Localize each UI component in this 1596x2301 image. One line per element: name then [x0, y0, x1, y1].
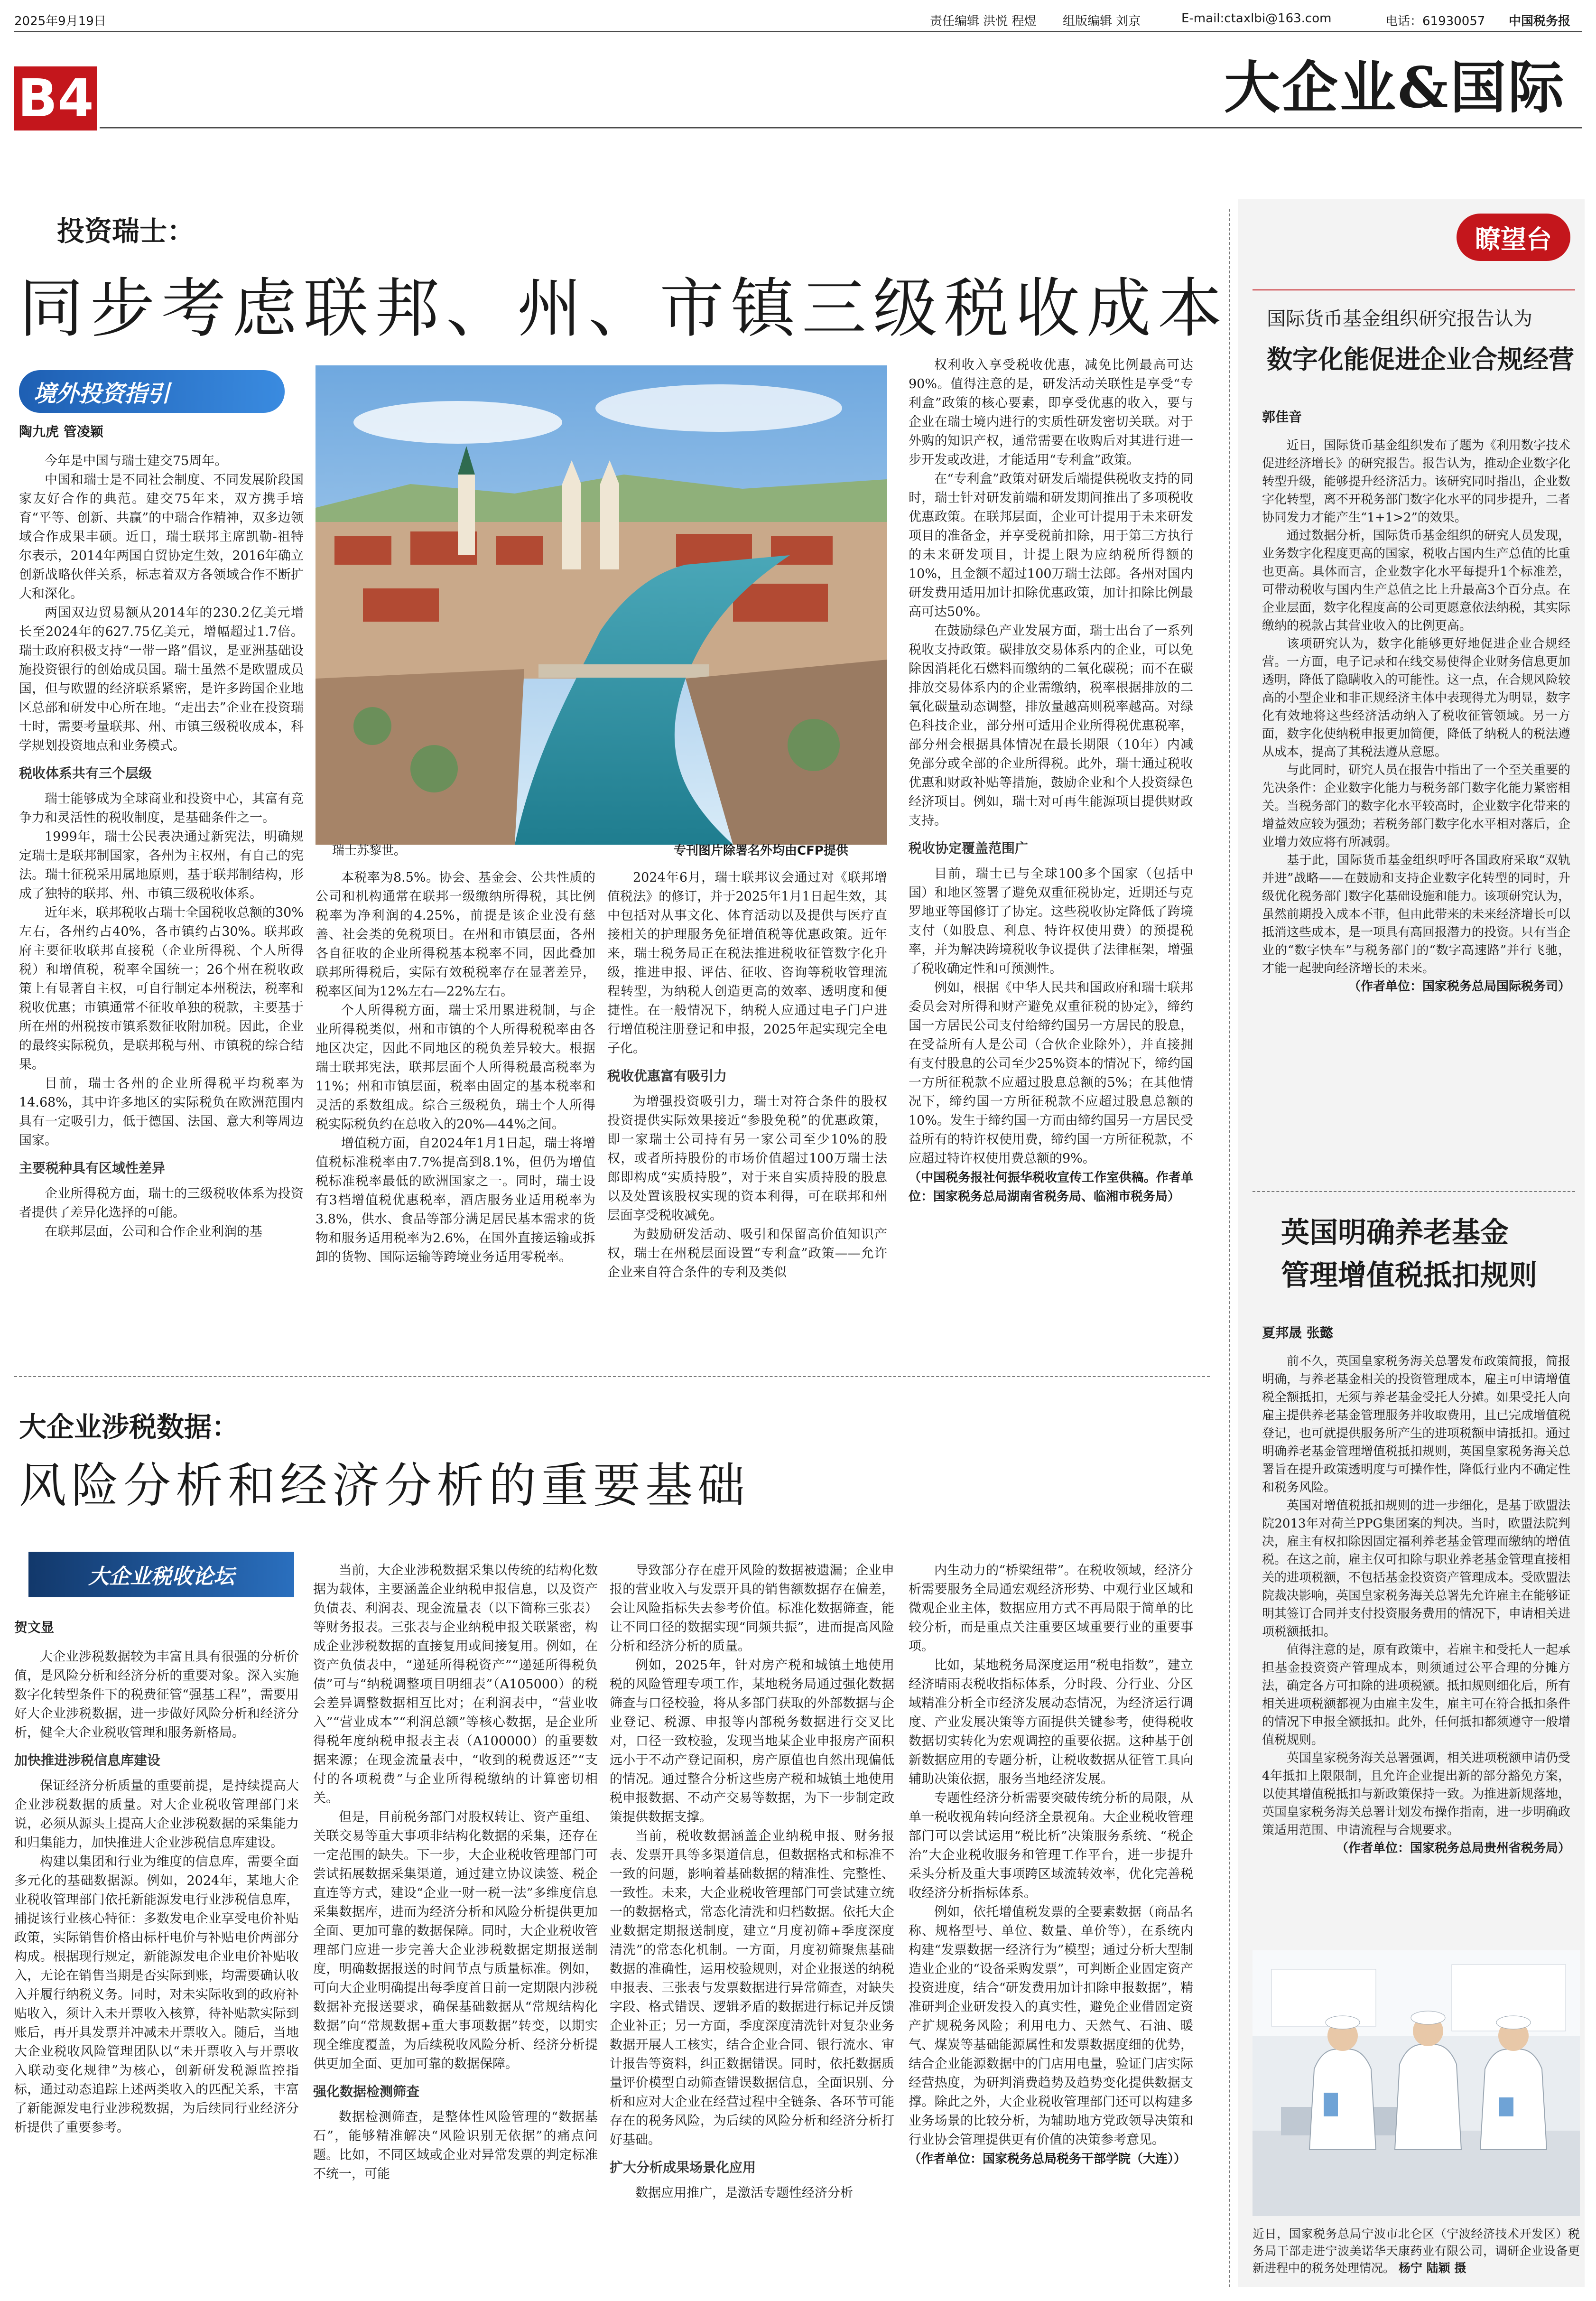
paragraph: 权利收入享受税收优惠，减免比例最高可达90%。值得注意的是，研发活动关联性是享受“专利盒”政策的核心要素，即享受优惠的收入，要与企业在瑞士境内进行的实质性研发密切关联。对于外购的知识产权，通常需要在收购后对其进行进一步开发或改进，才能适用“专利盒”政策。 [909, 358, 1193, 467]
paragraph: 2024年6月，瑞士联邦议会通过对《联邦增值税法》的修订，并于2025年1月1日起生效，其中包括对从事文化、体育活动以及提供与医疗直接相关的护理服务免征增值税等优惠政策。近年来，瑞士税务局正在税法推进税收征管数字化升级，推进申报、评估、征收、咨询等税收管理流程转型，为纳税人创造更高的效率、透明度和便捷性。在一般情况下，纳税人应通过电子门户进行增值税注册登记和申报，2025年起实现完全电子化。 [607, 870, 887, 1056]
sidebar-story2-headline-line1: 英国明确养老基金 [1281, 1216, 1509, 1249]
paragraph: 与此同时，研究人员在报告中指出了一个至关重要的先决条件：企业数字化能力与税务部门数字化能力紧密相关。当税务部门的数字化水平较高时，企业数字化带来的增益效应较为强劲；若税务部门数字化水平相对落后，企业增力效应将有所减弱。 [1262, 763, 1571, 849]
story1-subhead-1: 税收体系共有三个层级 [19, 765, 152, 781]
paragraph: 在“专利盒”政策对研发后端提供税收支持的同时，瑞士针对研发前端和研发期间推出了多项税收优惠政策。在联邦层面，企业可计提用于未来研发项目的准备金，并享受税前扣除，用于第三方执行的未来研发项目，计提上限为应纳税所得额的10%，且金额不超过100万瑞士法郎。各州对国内研发费用适用加计扣除优惠政策，加计扣除比例最高可达50%。 [909, 472, 1193, 619]
paragraph: 今年是中国与瑞士建交75周年。 [45, 454, 228, 468]
story2-source-note: （作者单位：国家税务总局税务干部学院（大连）） [909, 2152, 1187, 2166]
sidebar-rule [1253, 289, 1575, 290]
paragraph: 前不久，英国皇家税务海关总署发布政策简报，简报明确，与养老基金相关的投资管理成本，雇主可申请增值税全额抵扣，无须与养老基金受托人分摊。如果受托人向雇主提供养老基金管理服务并收取费用，且已完成增值税登记，也可就提供服务所产生的进项税额申请抵扣。通过明确养老基金管理增值税抵扣规则，英国皇家税务海关总署旨在提升政策透明度与可操作性，降低行业内不确定性和税务风险。 [1262, 1354, 1571, 1495]
contact-email: E-mail:ctaxlbi@163.com [1181, 11, 1332, 26]
zurich-cityscape-illustration [315, 365, 887, 845]
story-divider [14, 1376, 1210, 1377]
story1-column-4 [909, 356, 1193, 1206]
paragraph: 在联邦层面，公司和合作企业利润的基 [45, 1224, 262, 1239]
sidebar-story1-source: （作者单位：国家税务总局国际税务司） [1348, 979, 1570, 994]
sidebar-story1-author: 郭佳音 [1262, 409, 1302, 425]
paragraph: 为增强投资吸引力，瑞士对符合条件的股权投资提供实际效果接近“参股免税”的优惠政策，即一家瑞士公司持有另一家公司至少10%的股权，或者所持股份的市场价值超过100万瑞士法郎即构成“实质持股”，对于来自实质持股的股息以及处置该股权实现的资本利得，可在联邦和州层面享受税收减免。 [607, 1094, 887, 1223]
paragraph: 数据检测筛查，是整体性风险管理的“数据基石”，能够精准解决“风险识别无依据”的痛点问题。比如，不同区域或企业对异常发票的判定标准不统一，可能 [313, 2110, 598, 2181]
masthead-bar [0, 0, 1596, 33]
sidebar-story1-headline: 数字化能促进企业合规经营 [1267, 344, 1574, 374]
page-number-badge: B4 [14, 66, 97, 130]
paragraph: 例如，根据《中华人民共和国政府和瑞士联邦委员会对所得和财产避免双重征税的协定》，缔约国一方居民公司支付给缔约国另一方居民的股息，在受益所有人是公司（合伙企业除外），并直接拥有支付股息的公司至少25%资本的情况下，缔约国一方所征税款不应超过股息总额的5%；在其他情况下，缔约国一方所征税款不应超过股息总额的10%。发生于缔约国一方而由缔约国另一方居民受益所有的特许权使用费，缔约国一方所征税款，不应超过特许权使用费总额的9%。 [909, 980, 1194, 1166]
paragraph: 近年来，联邦税收占瑞士全国税收总额的30%左右，各州约占40%，各市镇约占30%。联邦政府主要征收联邦直接税（企业所得税、个人所得税）和增值税，税率全国统一；26个州在税收政策上有显著自主权，可自行制定本州税法，税率和税收优惠；市镇通常不征收单独的税款，主要基于所在州的州税按市镇系数征收附加税。因此，企业的最终实际税负，是联邦税与州、市镇税的综合结果。 [19, 905, 304, 1072]
sidebar-story2-author: 夏邦晟 张懿 [1262, 1325, 1333, 1341]
story2-subhead-2: 强化数据检测筛查 [313, 2084, 420, 2099]
paragraph: 两国双边贸易额从2014年的230.2亿美元增长至2024年的627.75亿美元，增幅超过1.7倍。瑞士政府积极支持“一带一路”倡议，是亚洲基础设施投资银行的创始成员国。瑞士虽然不是欧盟成员国，但与欧盟的经济联系紧密，是许多跨国企业地区总部和研发中心所在地。“走出去”企业在投资瑞士时，需要考量联邦、州、市镇三级税收成本，科学规划投资地点和业务模式。 [19, 606, 304, 753]
paragraph: 当前，大企业涉税数据采集以传统的结构化数据为载体，主要涵盖企业纳税申报信息，以及资产负债表、利润表、现金流量表（以下简称三张表）等财务报表。三张表与企业纳税申报关联紧密，构成企业涉税数据的直接复用或间接复用。例如，在资产负债表中，“递延所得税资产”“递延所得税负债”可与“纳税调整项目明细表”（A105000）的税会差异调整数据相互比对；在利润表中，“营业收入”“营业成本”“利润总额”等核心数据，是企业所得税年度纳税申报表主表（A100000）的重要数据来源；在现金流量表中，“收到的税费返还”“支付的各项税费”与企业所得税缴纳的计算密切相关。 [313, 1563, 598, 1806]
paragraph: 大企业涉税数据较为丰富且具有很强的分析价值，是风险分析和经济分析的重要对象。深入实施数字化转型条件下的税费征管“强基工程”，需要用好大企业涉税数据，进一步做好风险分析和经济分析，健全大企业税收管理和服务新格局。 [14, 1649, 299, 1740]
paragraph: 英国对增值税抵扣规则的进一步细化，是基于欧盟法院2013年对荷兰PPG集团案的判决。当时，欧盟法院判决，雇主有权扣除因固定福利养老基金管理而缴纳的增值税。在这之前，雇主仅可扣除与职业养老基金管理直接相关的进项税额，不包括基金投资资产管理成本。受欧盟法院裁决影响，英国皇家税务海关总署先允许雇主在能够证明其签订合同并支付投资服务费用的情况下，申请相关进项税额抵扣。 [1262, 1499, 1571, 1639]
story2-subhead-1: 加快推进涉税信息库建设 [14, 1752, 161, 1768]
story2-subhead-3: 扩大分析成果场景化应用 [610, 2160, 756, 2175]
story2-column-3 [610, 1561, 894, 2203]
paragraph: 导致部分存在虚开风险的数据被遗漏；企业申报的营业收入与发票开具的销售额数据存在偏差，会让风险指标失去参考价值。标准化数据筛查，能让不同口径的数据实现“同频共振”，进而提高风险分析和经济分析的质量。 [610, 1563, 894, 1654]
lab-photo-caption [1253, 2226, 1580, 2277]
top-rule [14, 31, 1582, 32]
story2-column-2 [313, 1561, 598, 2184]
story1-source-note: （中国税务报社何振华税收宣传工作室供稿。作者单位：国家税务总局湖南省税务局、临湘市税务局） [909, 1171, 1193, 1204]
sidebar-story2-source: （作者单位：国家税务总局贵州省税务局） [1336, 1841, 1570, 1855]
story1-author: 陶九虎 管凌颖 [19, 424, 103, 439]
paragraph: 1999年，瑞士公民表决通过新宪法，明确规定瑞士是联邦制国家，各州为主权州，有自己的宪法。瑞士征税采用属地原则，基于联邦制结构，形成了独特的联邦、州、市镇三级税收体系。 [19, 829, 304, 901]
sidebar-story1-kicker: 国际货币基金组织研究报告认为 [1267, 308, 1532, 330]
photo-credit-cfp: 专刊图片除署名外均由CFP提供 [674, 844, 848, 858]
paragraph: 中国和瑞士是不同社会制度、不同发展阶段国家友好合作的典范。建交75年来，双方携手培育“平等、创新、共赢”的中瑞合作精神，双多边领域合作成果丰硕。近日，瑞士联邦主席凯勒-祖特尔表示，2014年两国自贸协定生效，2016年确立创新战略伙伴关系，标志着双方各领域合作不断扩大和深化。 [19, 473, 304, 601]
paragraph: 该项研究认为，数字化能够更好地促进企业合规经营。一方面，电子记录和在线交易使得企业财务信息更加透明，降低了隐瞒收入的可能性。这一点，在合规风险较高的小型企业和非正规经济主体中表现得尤为明显，数字化有效地将这些经济活动纳入了税收征管领域。另一方面，数字化使纳税申报更加简便，降低了纳税人的税法遵从成本，提高了其税法遵从意愿。 [1262, 637, 1571, 759]
story1-subhead-2: 主要税种具有区域性差异 [19, 1160, 166, 1176]
paragraph: 当前，税收数据涵盖企业纳税申报、财务报表、发票开具等多渠道信息，但数据格式和标准不一致的问题，影响着基础数据的精准性、完整性、一致性。未来，大企业税收管理部门可尝试建立统一的数据格式，常态化清洗和归档数据。依托大企业数据定期报送制度，建立“月度初筛+季度深度清洗”的常态化机制。一方面，月度初筛聚焦基础数据的准确性，运用校验规则，对企业报送的纳税申报表、三张表与发票数据进行异常筛查，对缺失字段、格式错误、逻辑矛盾的数据进行标记并反馈企业补正；另一方面，季度深度清洗针对复杂业务数据开展人工核实，结合企业合同、银行流水、审计报告等资料，纠正数据错误。同时，依托数据质量评价模型自动筛查错误数据信息，全面识别、分析和应对大企业在经营过程中全链条、各环节可能存在的税务风险，为后续的风险分析和经济分析打好基础。 [610, 1829, 894, 2147]
paragraph: 例如，2025年，针对房产税和城镇土地使用税的风险管理专项工作，某地税务局通过强化数据筛查与口径校验，将从多部门获取的外部数据与企业登记、税源、申报等内部税务数据进行交叉比对，口径一致校验，发现当地某企业申报房产面积远小于不动产登记面积，房产原值也自然出现偏低的情况。通过整合分析这些房产税和城镇土地使用税申报数据、不动产交易等数据，为下一步制定政策提供数据支撑。 [610, 1658, 894, 1825]
photo-caption-zurich: 瑞士苏黎世。 [332, 844, 407, 858]
paragraph: 在鼓励绿色产业发展方面，瑞士出台了一系列税收支持政策。碳排放交易体系内的企业，可以免除因消耗化石燃料而缴纳的二氧化碳税；而不在碳排放交易体系内的企业需缴纳，税率根据排放的二氧化碳量动态调整，排放量越高则税率越高。对绿色科技企业，部分州可适用企业所得税优惠税率，部分州会根据具体情况在最长期限（10年）内减免部分或全部的企业所得税。此外，瑞士通过税收优惠和财政补贴等措施，鼓励企业和个人投资绿色经济项目。例如，瑞士对可再生能源项目提供财政支持。 [909, 624, 1193, 828]
paragraph: 瑞士能够成为全球商业和投资中心，其富有竞争力和灵活性的税收制度，是基础条件之一。 [19, 792, 304, 825]
paragraph: 目前，瑞士各州的企业所得税平均税率为14.68%，其中许多地区的实际税负在欧洲范围内具有一定吸引力，低于德国、法国、意大利等周边国家。 [19, 1076, 304, 1148]
story1-subhead-4: 税收协定覆盖范围广 [909, 840, 1029, 856]
column-logo-text: 大企业税收论坛 [88, 1565, 234, 1589]
sidebar-story-divider [1253, 1191, 1575, 1192]
pharma-lab-illustration [1253, 1950, 1580, 2216]
paragraph: 通过数据分析，国际货币基金组织的研究人员发现，业务数字化程度更高的国家，税收占国内生产总值的比重也更高。具体而言，企业数字化水平每提升1个标准差，可带动税收与国内生产总值之比上升最高3个百分点。在企业层面，数字化程度高的公司更愿意依法纳税，其实际缴纳的税款占其营业收入的比例更高。 [1262, 529, 1571, 633]
story2-column-4 [909, 1561, 1193, 2169]
paragraph: 比如，某地税务局深度运用“税电指数”，建立经济晴雨表税收指标体系，分时段、分行业、分区域精准分析全市经济发展动态情况，为经济运行调度、产业发展决策等方面提供关键参考，使得税收数据切实转化为宏观调控的重要依据。这种基于创新数据应用的专题分析，让税收数据从征管工具向辅助决策依据，服务当地经济发展。 [909, 1658, 1193, 1787]
paragraph: 例如，依托增值税发票的全要素数据（商品名称、规格型号、单位、数量、单价等），在系统内构建“发票数据一经济行为”模型；通过分析大型制造业企业的“设备采购发票”，可判断企业固定资产投资进度，结合“研发费用加计扣除申报数据”，精准研判企业研发投入的真实性，避免企业借固定资产扩规税务风险；利用电力、天然气、石油、暖气、煤炭等基础能源属性和发票数据度细的优势，结合企业能源数据中的门店用电量，验证门店实际经营热度，为研判消费趋势及趋势变化提供数据支撑。除此之外，大企业税收管理部门还可以构建多业务场景的比较分析，为辅助地方党政领导决策和行业协会管理提供更有价值的决策参考意见。 [909, 1905, 1193, 2147]
paragraph: 构建以集团和行业为维度的信息库，需要全面多元化的基础数据源。例如，2024年，某地大企业税收管理部门依托新能源发电行业涉税信息库，捕捉该行业核心特征：多数发电企业享受电价补贴政策，实际销售价格由标杆电价与补贴电价两部分构成。根据现行规定，新能源发电企业电价补贴收入，无论在销售当期是否实际到账，均需要确认收入并履行纳税义务。同时，对未实际收到的政府补贴收入，须计入未开票收入核算，待补贴款实际到账后，再开具发票并冲减未开票收入。随后，当地大企业税收风险管理团队以“未开票收入与开票收入联动变化规律”为核心，创新研发税源监控指标，通过动态追踪上述两类收入的匹配关系，丰富了新能源发电行业涉税数据，为后续同行业经济分析提供了重要参考。 [14, 1854, 299, 2135]
story1-column-1 [19, 422, 304, 1241]
header-rule [100, 127, 1582, 129]
column-logo-tax-forum [28, 1552, 294, 1597]
zurich-photo [315, 365, 887, 845]
sidebar-divider [1229, 209, 1230, 2287]
sidebar-logo [1457, 214, 1570, 261]
layout-editor: 组版编辑 刘京 [1063, 14, 1141, 28]
story1-column-2 [315, 868, 595, 1267]
responsible-editors: 责任编辑 洪悦 程煜 [930, 14, 1037, 28]
story2-column-1 [14, 1618, 299, 2137]
story1-headline: 同步考虑联邦、州、市镇三级税收成本 [19, 271, 1229, 346]
column-logo-text: 境外投资指引 [33, 380, 170, 407]
section-title: 大企业&国际 [1224, 55, 1566, 121]
paragraph: 近日，国际货币基金组织发布了题为《利用数字技术促进经济增长》的研究报告。报告认为，推动企业数字化转型升级，能够提升经济活力。该研究同时指出，企业数字化转型，离不开税务部门数字化水平的同步提升，二者协同发力才能产生“1+1>2”的效果。 [1262, 438, 1571, 525]
paragraph: 个人所得税方面，瑞士采用累进税制，与企业所得税类似，州和市镇的个人所得税税率由各地区决定，因此不同地区的税负差异较大。根据瑞士联邦宪法，联邦层面个人所得税最高税率为11%；州和市镇层面，税率由固定的基本税率和灵活的系数组成。综合三级税负，瑞士个人所得税实际税负约在总收入的20%—44%之间。 [315, 1003, 595, 1132]
issue-date: 2025年9月19日 [14, 14, 106, 28]
story2-author: 贺文显 [14, 1620, 55, 1635]
paragraph: 目前，瑞士已与全球100多个国家（包括中国）和地区签署了避免双重征税协定，近期还与克罗地亚等国修订了协定。这些税收协定降低了跨境支付（如股息、利息、特许权使用费）的预提税率，并为解决跨境税收争议提供了法律框架，增强了税收确定性和可预测性。 [909, 866, 1193, 976]
paragraph: 但是，目前税务部门对股权转让、资产重组、关联交易等重大事项非结构化数据的采集，还存在一定范围的缺失。下一步，大企业税收管理部门可尝试拓展数据采集渠道，通过建立协议读签、税企直连等方式，建设“企业一财一税一法”多维度信息采集数据库，进而为经济分析和风险分析提供更加全面、更加可靠的数据保障。同时，大企业税收管理部门应进一步完善大企业涉税数据定期报送制度，明确数据报送的时间节点与质量标准。例如，可向大企业明确提出每季度首日前一定期限内涉税数据补充报送要求，确保基础数据从“常规结构化数据”向“常规数据+重大事项数据”转变，以期实现全维度覆盖，为后续税收风险分析、经济分析提供更加全面、更加可靠的数据保障。 [313, 1810, 598, 2071]
paragraph: 企业所得税方面，瑞士的三级税收体系为投资者提供了差异化选择的可能。 [19, 1186, 304, 1220]
story1-subhead-3: 税收优惠富有吸引力 [607, 1068, 727, 1084]
paragraph: 内生动力的“桥梁纽带”。在税收领域，经济分析需要服务全局通宏观经济形势、中观行业区域和微观企业主体，数据应用方式不再局限于简单的比较分析，而是重点关注重要区域重要行业的重要事项。 [909, 1563, 1193, 1654]
paragraph: 基于此，国际货币基金组织呼吁各国政府采取“双轨并进”战略——在鼓励和支持企业数字化转型的同时，升级优化税务部门数字化基础设施和能力。该项研究认为，虽然前期投入成本不菲，但由此带来的未来经济增长可以抵消这些成本，是一项具有高回报潜力的投资。只有当企业的“数字快车”与税务部门的“数字高速路”并行飞驰，才能一起驶向经济增长的未来。 [1262, 853, 1571, 976]
paragraph: 增值税方面，自2024年1月1日起，瑞士将增值税标准税率由7.7%提高到8.1%，但仍为增值税标准税率最低的欧洲国家之一。同时，瑞士设有3档增值税优惠税率，酒店服务业适用税率为3.8%，供水、食品等部分满足居民基本需求的货物和服务适用税率为2.6%，在国外直接运输或拆卸的货物、国际运输等跨境业务适用零税率。 [315, 1136, 595, 1265]
newspaper-name: 中国税务报 [1509, 14, 1571, 28]
story1-column-3 [607, 868, 887, 1282]
story1-kicker: 投资瑞士： [57, 215, 195, 247]
lab-photo-caption-text: 近日，国家税务总局宁波市北仑区（宁波经济技术开发区）税务局干部走进宁波美诺华天康药业有限公司，调研企业设备更新进程中的税务处理情况。 [1253, 2227, 1580, 2275]
story2-kicker: 大企业涉税数据： [19, 1411, 240, 1443]
story2-headline: 风险分析和经济分析的重要基础 [19, 1458, 750, 1513]
paragraph: 数据应用推广，是激活专题性经济分析 [635, 2186, 853, 2200]
sidebar-story1-body [1262, 408, 1570, 996]
paragraph: 保证经济分析质量的重要前提，是持续提高大企业涉税数据的质量。对大企业税收管理部门来说，必须从源头上提高大企业涉税数据的采集能力和归集能力，加快推进大企业涉税信息库建设。 [14, 1779, 299, 1850]
lab-photo [1253, 1950, 1580, 2216]
contact-phone: 电话：61930057 [1385, 14, 1485, 28]
paragraph: 专题性经济分析需要突破传统分析的局限，从单一税收视角转向经济全景视角。大企业税收管理部门可以尝试运用“税比析”决策服务系统、“税企治”大企业税收服务和管理工作平台，进一步提升采头分析及重大事项跨区域流转效率，优化完善税收经济分析指标体系。 [909, 1791, 1193, 1900]
paragraph: 本税率为8.5%。协会、基金会、公共性质的公司和机构通常在联邦一级缴纳所得税，其比例税率为净利润的4.25%，前提是该企业没有慈善、社会类的免税项目。在州和市镇层面，各州各自征收的企业所得税基本税率不同，因此叠加联邦所得税后，实际有效税税率存在显著差异，税率区间为12%左右—22%左右。 [315, 870, 595, 999]
column-logo-overseas-investment [19, 370, 285, 413]
sidebar-story2-headline-line2: 管理增值税抵扣规则 [1281, 1259, 1537, 1292]
paragraph: 为鼓励研发活动、吸引和保留高价值知识产权，瑞士在州税层面设置“专利盒”政策——允许企业来自符合条件的专利及类似 [607, 1227, 887, 1280]
paragraph: 英国皇家税务海关总署强调，相关进项税额申请仍受4年抵扣上限限制，且允许企业提出新的部分豁免方案，以使其增值税抵扣与新政策保持一致。为推进新规落地，英国皇家税务海关总署计划发布操作指南，进一步明确政策适用范围、申请流程与合规要求。 [1262, 1751, 1571, 1837]
sidebar-logo-text: 瞭望台 [1475, 224, 1552, 254]
lab-photo-credit: 杨宁 陆颖 摄 [1398, 2261, 1466, 2275]
paragraph: 值得注意的是，原有政策中，若雇主和受托人一起承担基金投资资产管理成本，则须通过公平合理的分摊方法，确定各方可扣除的进项税额。抵扣规则细化后，所有相关进项税额都视为由雇主发生，雇主可在符合抵扣条件的情况下申报全额抵扣。此外，任何抵扣都须遵守一般增值税规则。 [1262, 1643, 1571, 1747]
sidebar-story2-body [1262, 1324, 1570, 1857]
